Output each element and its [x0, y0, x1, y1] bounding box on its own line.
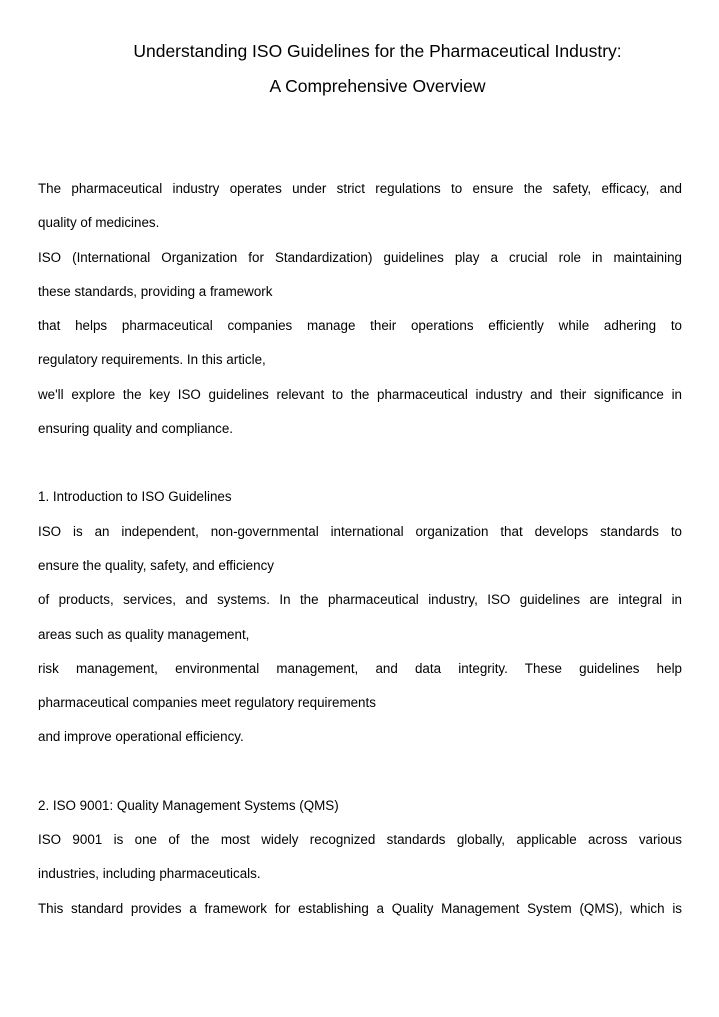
- document-title-line-1: Understanding ISO Guidelines for the Pharmaceutical Industry:: [133, 41, 622, 61]
- section-line: ISO is an independent, non-governmental international organization that develops standards to: [38, 524, 682, 539]
- intro-line: ensuring quality and compliance.: [38, 421, 234, 436]
- section-heading: 1. Introduction to ISO Guidelines: [38, 489, 232, 504]
- section-line: pharmaceutical companies meet regulatory requirements: [38, 695, 376, 710]
- document-title-line-2: A Comprehensive Overview: [269, 76, 486, 96]
- intro-line: The pharmaceutical industry operates under strict regulations to ensure the safety, efficacy, and: [38, 181, 682, 196]
- intro-line: we'll explore the key ISO guidelines relevant to the pharmaceutical industry and their significance in: [38, 387, 682, 402]
- section-line: ISO 9001 is one of the most widely recognized standards globally, applicable across various: [38, 832, 682, 847]
- section-line: areas such as quality management,: [38, 627, 250, 642]
- intro-line: ISO (International Organization for Standardization) guidelines play a crucial role in maintaining: [38, 250, 682, 265]
- section-line: ensure the quality, safety, and efficiency: [38, 558, 274, 573]
- intro-line: quality of medicines.: [38, 215, 160, 230]
- intro-line: that helps pharmaceutical companies manage their operations efficiently while adhering to: [38, 318, 682, 333]
- section-line: This standard provides a framework for establishing a Quality Management System (QMS), which is: [38, 901, 682, 916]
- section-line: industries, including pharmaceuticals.: [38, 866, 261, 881]
- section-line: and improve operational efficiency.: [38, 729, 244, 744]
- intro-line: these standards, providing a framework: [38, 284, 273, 299]
- intro-line: regulatory requirements. In this article,: [38, 352, 266, 367]
- section-heading: 2. ISO 9001: Quality Management Systems (QMS): [38, 798, 339, 813]
- section-line: of products, services, and systems. In the pharmaceutical industry, ISO guidelines are integral in: [38, 592, 682, 607]
- section-line: risk management, environmental management, and data integrity. These guidelines help: [38, 661, 682, 676]
